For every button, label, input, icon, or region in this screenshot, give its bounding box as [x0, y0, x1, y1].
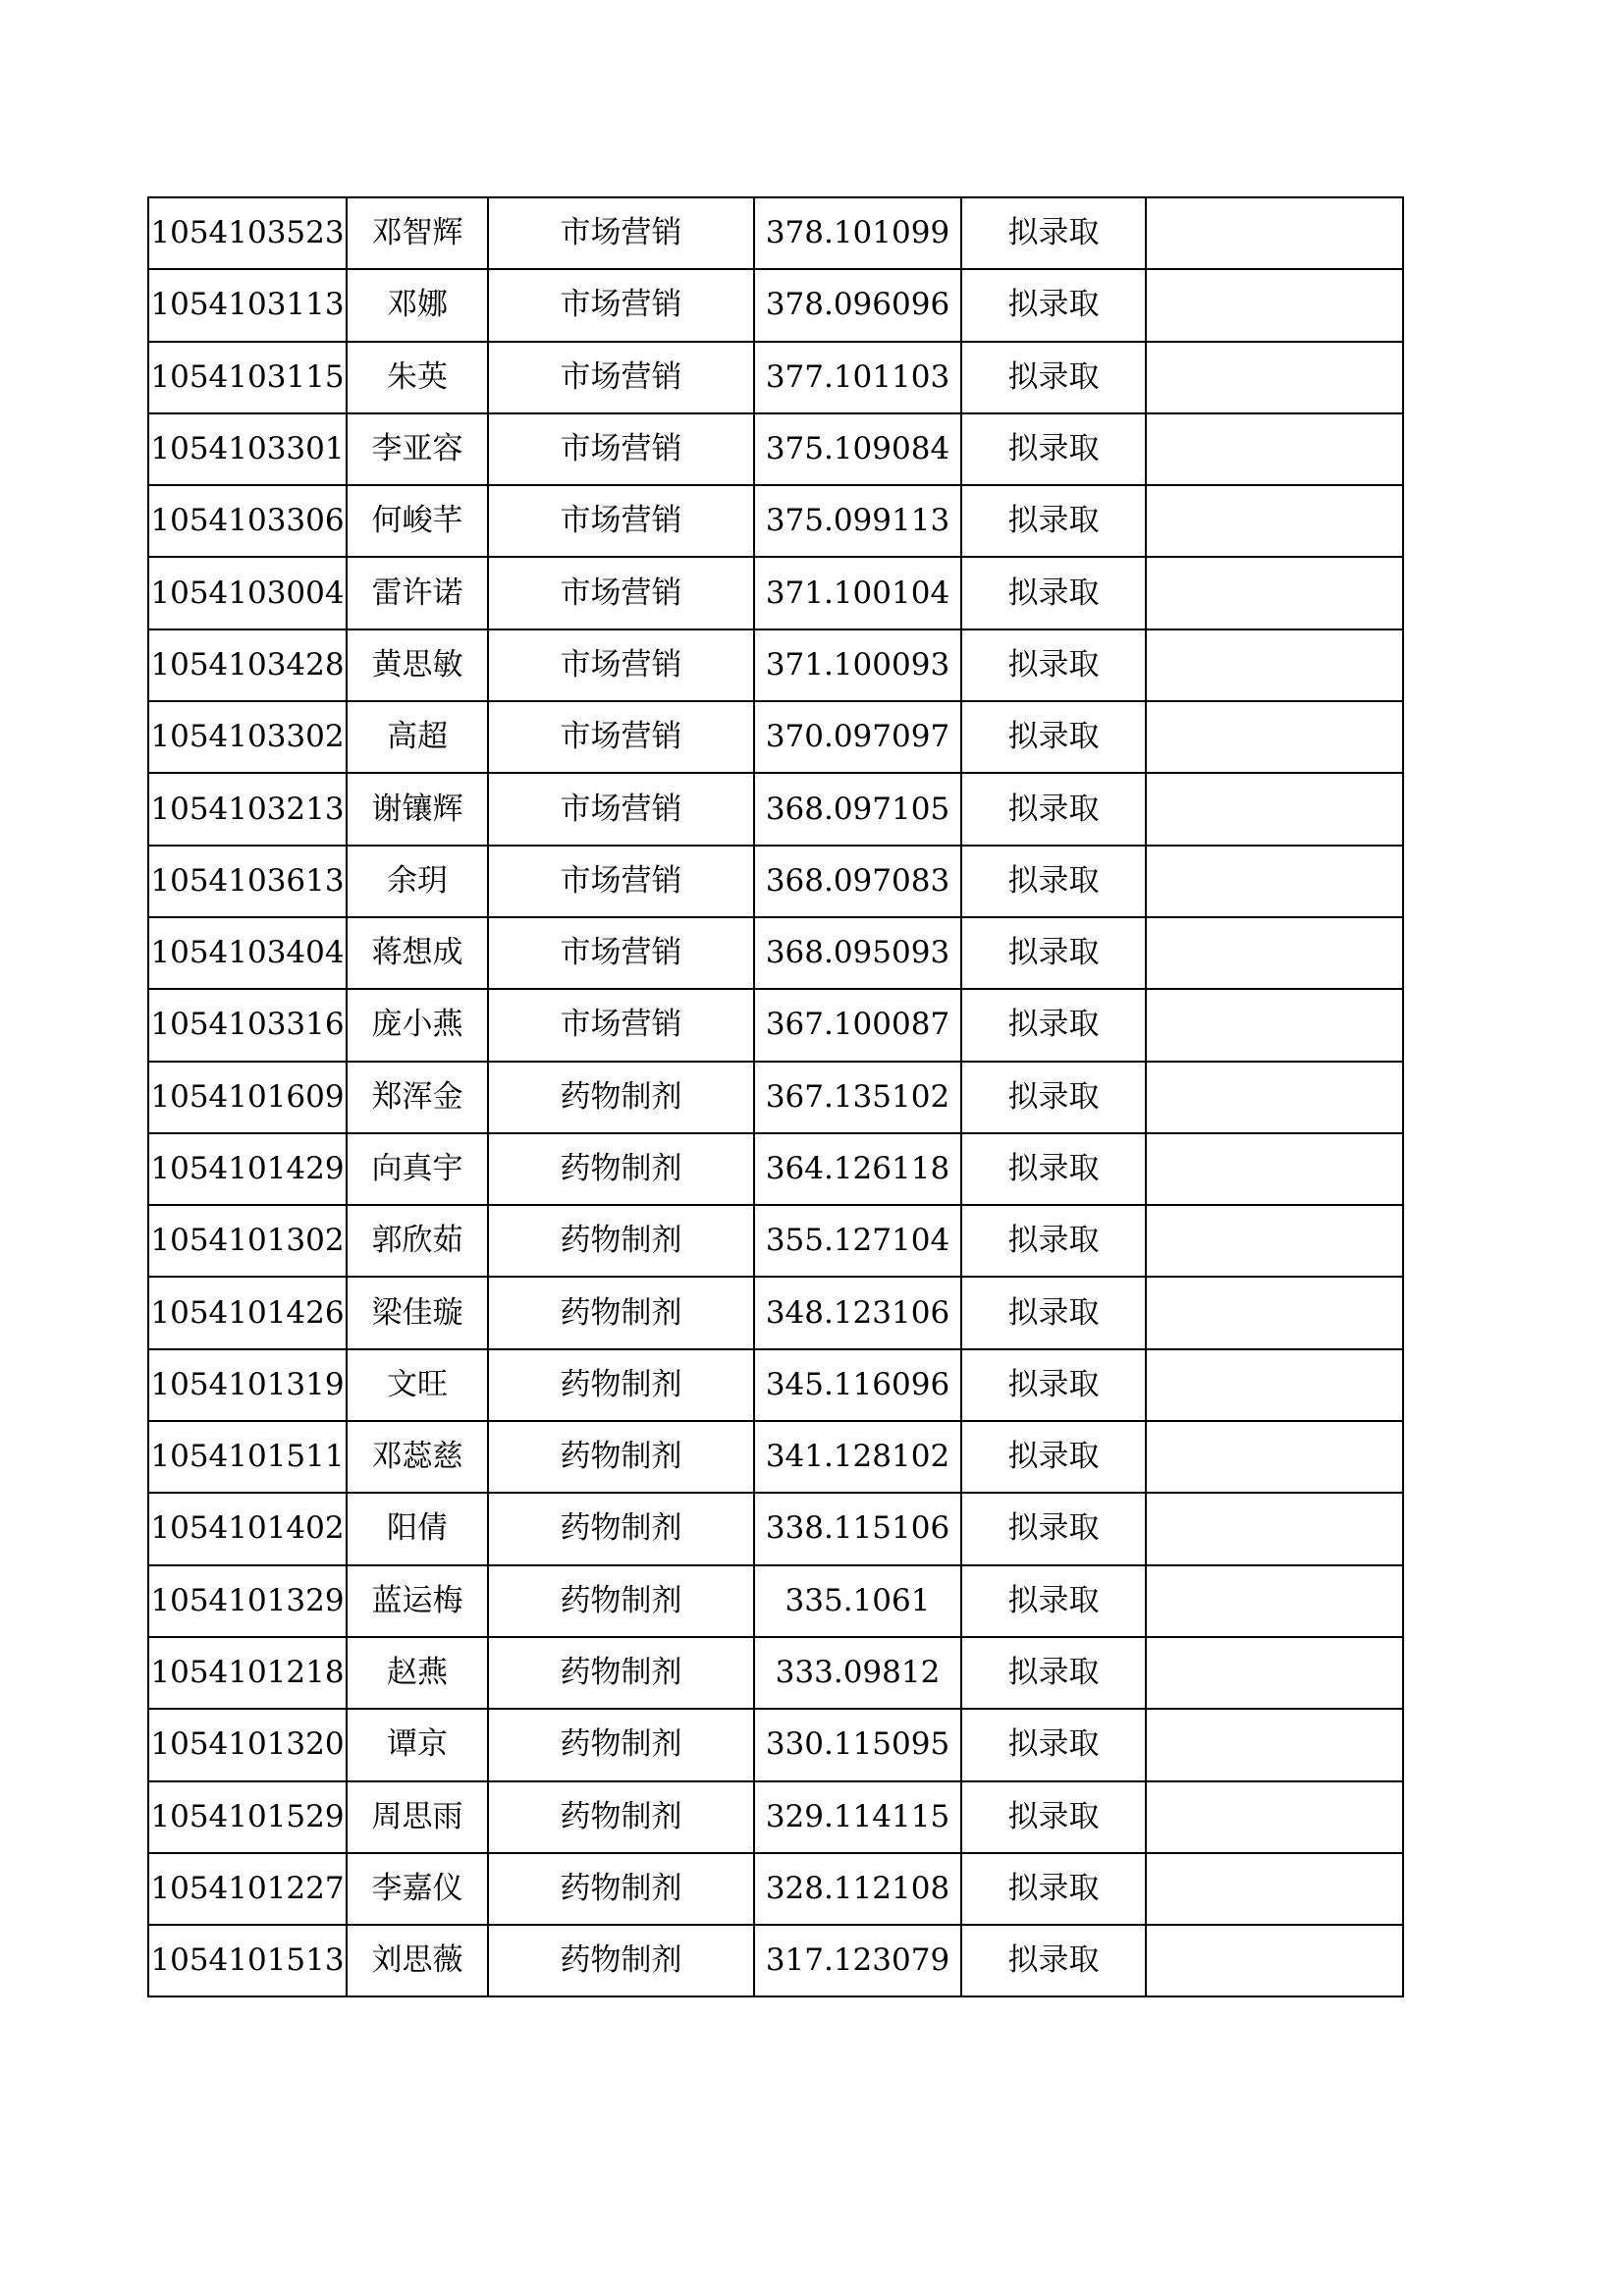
- admission-table-body: [148, 197, 1403, 1996]
- major-cell: 药物制剂: [488, 1781, 754, 1853]
- note-cell: [1146, 413, 1403, 485]
- candidate-name-cell: 周思雨: [347, 1781, 488, 1853]
- table-row: [148, 1781, 1403, 1853]
- candidate-name-cell: 郭欣茹: [347, 1205, 488, 1277]
- major-cell: 药物制剂: [488, 1133, 754, 1205]
- table-row: [148, 1565, 1403, 1637]
- candidate-name-cell: 朱英: [347, 342, 488, 413]
- candidate-name-cell: 李亚容: [347, 413, 488, 485]
- table-row: [148, 989, 1403, 1061]
- major-cell: 市场营销: [488, 846, 754, 917]
- note-cell: [1146, 1853, 1403, 1925]
- status-cell: 拟录取: [961, 1565, 1146, 1637]
- candidate-name-cell: 阳倩: [347, 1493, 488, 1564]
- note-cell: [1146, 1781, 1403, 1853]
- table-row: [148, 1493, 1403, 1564]
- candidate-name-cell: 蒋想成: [347, 917, 488, 989]
- score-cell: 377.101103: [754, 342, 961, 413]
- candidate-id-cell: 1054103523: [148, 197, 347, 269]
- table-row: [148, 1349, 1403, 1421]
- status-cell: 拟录取: [961, 846, 1146, 917]
- status-cell: 拟录取: [961, 773, 1146, 845]
- candidate-name-cell: 蓝运梅: [347, 1565, 488, 1637]
- score-cell: 330.115095: [754, 1709, 961, 1780]
- note-cell: [1146, 485, 1403, 557]
- score-cell: 341.128102: [754, 1421, 961, 1493]
- major-cell: 市场营销: [488, 917, 754, 989]
- score-cell: 371.100093: [754, 629, 961, 701]
- score-cell: 368.097105: [754, 773, 961, 845]
- status-cell: 拟录取: [961, 917, 1146, 989]
- status-cell: 拟录取: [961, 1205, 1146, 1277]
- candidate-name-cell: 谭京: [347, 1709, 488, 1780]
- major-cell: 药物制剂: [488, 1853, 754, 1925]
- candidate-id-cell: 1054101227: [148, 1853, 347, 1925]
- candidate-name-cell: 文旺: [347, 1349, 488, 1421]
- status-cell: 拟录取: [961, 1781, 1146, 1853]
- score-cell: 329.114115: [754, 1781, 961, 1853]
- candidate-id-cell: 1054103004: [148, 557, 347, 629]
- table-row: [148, 1205, 1403, 1277]
- admission-table: [147, 196, 1404, 1997]
- candidate-id-cell: 1054101529: [148, 1781, 347, 1853]
- table-row: [148, 701, 1403, 773]
- note-cell: [1146, 1493, 1403, 1564]
- candidate-id-cell: 1054101329: [148, 1565, 347, 1637]
- major-cell: 药物制剂: [488, 1493, 754, 1564]
- candidate-id-cell: 1054101511: [148, 1421, 347, 1493]
- note-cell: [1146, 773, 1403, 845]
- table-row: [148, 917, 1403, 989]
- note-cell: [1146, 846, 1403, 917]
- major-cell: 药物制剂: [488, 1709, 754, 1780]
- score-cell: 375.099113: [754, 485, 961, 557]
- score-cell: 335.1061: [754, 1565, 961, 1637]
- status-cell: 拟录取: [961, 485, 1146, 557]
- candidate-name-cell: 刘思薇: [347, 1925, 488, 1996]
- score-cell: 333.09812: [754, 1637, 961, 1709]
- table-row: [148, 1062, 1403, 1133]
- table-row: [148, 1421, 1403, 1493]
- major-cell: 药物制剂: [488, 1277, 754, 1348]
- status-cell: 拟录取: [961, 1853, 1146, 1925]
- candidate-name-cell: 庞小燕: [347, 989, 488, 1061]
- candidate-name-cell: 黄思敏: [347, 629, 488, 701]
- score-cell: 338.115106: [754, 1493, 961, 1564]
- note-cell: [1146, 1709, 1403, 1780]
- major-cell: 药物制剂: [488, 1421, 754, 1493]
- note-cell: [1146, 1133, 1403, 1205]
- candidate-name-cell: 邓蕊慈: [347, 1421, 488, 1493]
- score-cell: 348.123106: [754, 1277, 961, 1348]
- status-cell: 拟录取: [961, 342, 1146, 413]
- status-cell: 拟录取: [961, 1925, 1146, 1996]
- status-cell: 拟录取: [961, 1709, 1146, 1780]
- status-cell: 拟录取: [961, 1349, 1146, 1421]
- table-row: [148, 1709, 1403, 1780]
- table-row: [148, 1637, 1403, 1709]
- score-cell: 368.097083: [754, 846, 961, 917]
- score-cell: 368.095093: [754, 917, 961, 989]
- major-cell: 市场营销: [488, 413, 754, 485]
- score-cell: 345.116096: [754, 1349, 961, 1421]
- candidate-id-cell: 1054103316: [148, 989, 347, 1061]
- major-cell: 药物制剂: [488, 1925, 754, 1996]
- candidate-id-cell: 1054101218: [148, 1637, 347, 1709]
- candidate-name-cell: 雷许诺: [347, 557, 488, 629]
- score-cell: 364.126118: [754, 1133, 961, 1205]
- table-row: [148, 1925, 1403, 1996]
- candidate-id-cell: 1054103428: [148, 629, 347, 701]
- table-row: [148, 1853, 1403, 1925]
- status-cell: 拟录取: [961, 269, 1146, 341]
- table-row: [148, 269, 1403, 341]
- candidate-id-cell: 1054103306: [148, 485, 347, 557]
- status-cell: 拟录取: [961, 1493, 1146, 1564]
- score-cell: 370.097097: [754, 701, 961, 773]
- status-cell: 拟录取: [961, 557, 1146, 629]
- status-cell: 拟录取: [961, 629, 1146, 701]
- note-cell: [1146, 1421, 1403, 1493]
- candidate-id-cell: 1054103115: [148, 342, 347, 413]
- note-cell: [1146, 342, 1403, 413]
- score-cell: 375.109084: [754, 413, 961, 485]
- note-cell: [1146, 269, 1403, 341]
- major-cell: 市场营销: [488, 773, 754, 845]
- note-cell: [1146, 1925, 1403, 1996]
- candidate-name-cell: 郑浑金: [347, 1062, 488, 1133]
- score-cell: 328.112108: [754, 1853, 961, 1925]
- candidate-id-cell: 1054101319: [148, 1349, 347, 1421]
- table-row: [148, 1133, 1403, 1205]
- major-cell: 市场营销: [488, 701, 754, 773]
- candidate-id-cell: 1054103302: [148, 701, 347, 773]
- status-cell: 拟录取: [961, 1277, 1146, 1348]
- score-cell: 317.123079: [754, 1925, 961, 1996]
- note-cell: [1146, 1277, 1403, 1348]
- candidate-id-cell: 1054103613: [148, 846, 347, 917]
- table-row: [148, 342, 1403, 413]
- status-cell: 拟录取: [961, 701, 1146, 773]
- status-cell: 拟录取: [961, 1062, 1146, 1133]
- major-cell: 市场营销: [488, 629, 754, 701]
- table-row: [148, 773, 1403, 845]
- score-cell: 378.096096: [754, 269, 961, 341]
- major-cell: 市场营销: [488, 269, 754, 341]
- candidate-name-cell: 谢镶辉: [347, 773, 488, 845]
- note-cell: [1146, 1637, 1403, 1709]
- candidate-id-cell: 1054103113: [148, 269, 347, 341]
- major-cell: 药物制剂: [488, 1349, 754, 1421]
- table-row: [148, 485, 1403, 557]
- note-cell: [1146, 629, 1403, 701]
- table-row: [148, 846, 1403, 917]
- candidate-name-cell: 梁佳璇: [347, 1277, 488, 1348]
- candidate-name-cell: 邓娜: [347, 269, 488, 341]
- status-cell: 拟录取: [961, 413, 1146, 485]
- candidate-id-cell: 1054101320: [148, 1709, 347, 1780]
- table-row: [148, 557, 1403, 629]
- score-cell: 378.101099: [754, 197, 961, 269]
- note-cell: [1146, 1349, 1403, 1421]
- candidate-name-cell: 赵燕: [347, 1637, 488, 1709]
- candidate-name-cell: 余玥: [347, 846, 488, 917]
- major-cell: 市场营销: [488, 197, 754, 269]
- major-cell: 市场营销: [488, 557, 754, 629]
- note-cell: [1146, 197, 1403, 269]
- note-cell: [1146, 1205, 1403, 1277]
- candidate-name-cell: 李嘉仪: [347, 1853, 488, 1925]
- note-cell: [1146, 701, 1403, 773]
- major-cell: 药物制剂: [488, 1637, 754, 1709]
- table-row: [148, 197, 1403, 269]
- major-cell: 市场营销: [488, 989, 754, 1061]
- major-cell: 市场营销: [488, 485, 754, 557]
- candidate-id-cell: 1054101402: [148, 1493, 347, 1564]
- table-row: [148, 629, 1403, 701]
- candidate-name-cell: 高超: [347, 701, 488, 773]
- major-cell: 市场营销: [488, 342, 754, 413]
- note-cell: [1146, 989, 1403, 1061]
- candidate-id-cell: 1054103213: [148, 773, 347, 845]
- major-cell: 药物制剂: [488, 1062, 754, 1133]
- candidate-id-cell: 1054101302: [148, 1205, 347, 1277]
- candidate-id-cell: 1054101513: [148, 1925, 347, 1996]
- note-cell: [1146, 557, 1403, 629]
- status-cell: 拟录取: [961, 1637, 1146, 1709]
- candidate-name-cell: 向真宇: [347, 1133, 488, 1205]
- candidate-id-cell: 1054103301: [148, 413, 347, 485]
- score-cell: 371.100104: [754, 557, 961, 629]
- table-row: [148, 1277, 1403, 1348]
- status-cell: 拟录取: [961, 1133, 1146, 1205]
- table-row: [148, 413, 1403, 485]
- candidate-name-cell: 何峻芊: [347, 485, 488, 557]
- candidate-id-cell: 1054101426: [148, 1277, 347, 1348]
- candidate-name-cell: 邓智辉: [347, 197, 488, 269]
- score-cell: 355.127104: [754, 1205, 961, 1277]
- candidate-id-cell: 1054101429: [148, 1133, 347, 1205]
- note-cell: [1146, 1565, 1403, 1637]
- score-cell: 367.100087: [754, 989, 961, 1061]
- status-cell: 拟录取: [961, 989, 1146, 1061]
- status-cell: 拟录取: [961, 197, 1146, 269]
- score-cell: 367.135102: [754, 1062, 961, 1133]
- candidate-id-cell: 1054101609: [148, 1062, 347, 1133]
- status-cell: 拟录取: [961, 1421, 1146, 1493]
- major-cell: 药物制剂: [488, 1205, 754, 1277]
- major-cell: 药物制剂: [488, 1565, 754, 1637]
- candidate-id-cell: 1054103404: [148, 917, 347, 989]
- note-cell: [1146, 1062, 1403, 1133]
- note-cell: [1146, 917, 1403, 989]
